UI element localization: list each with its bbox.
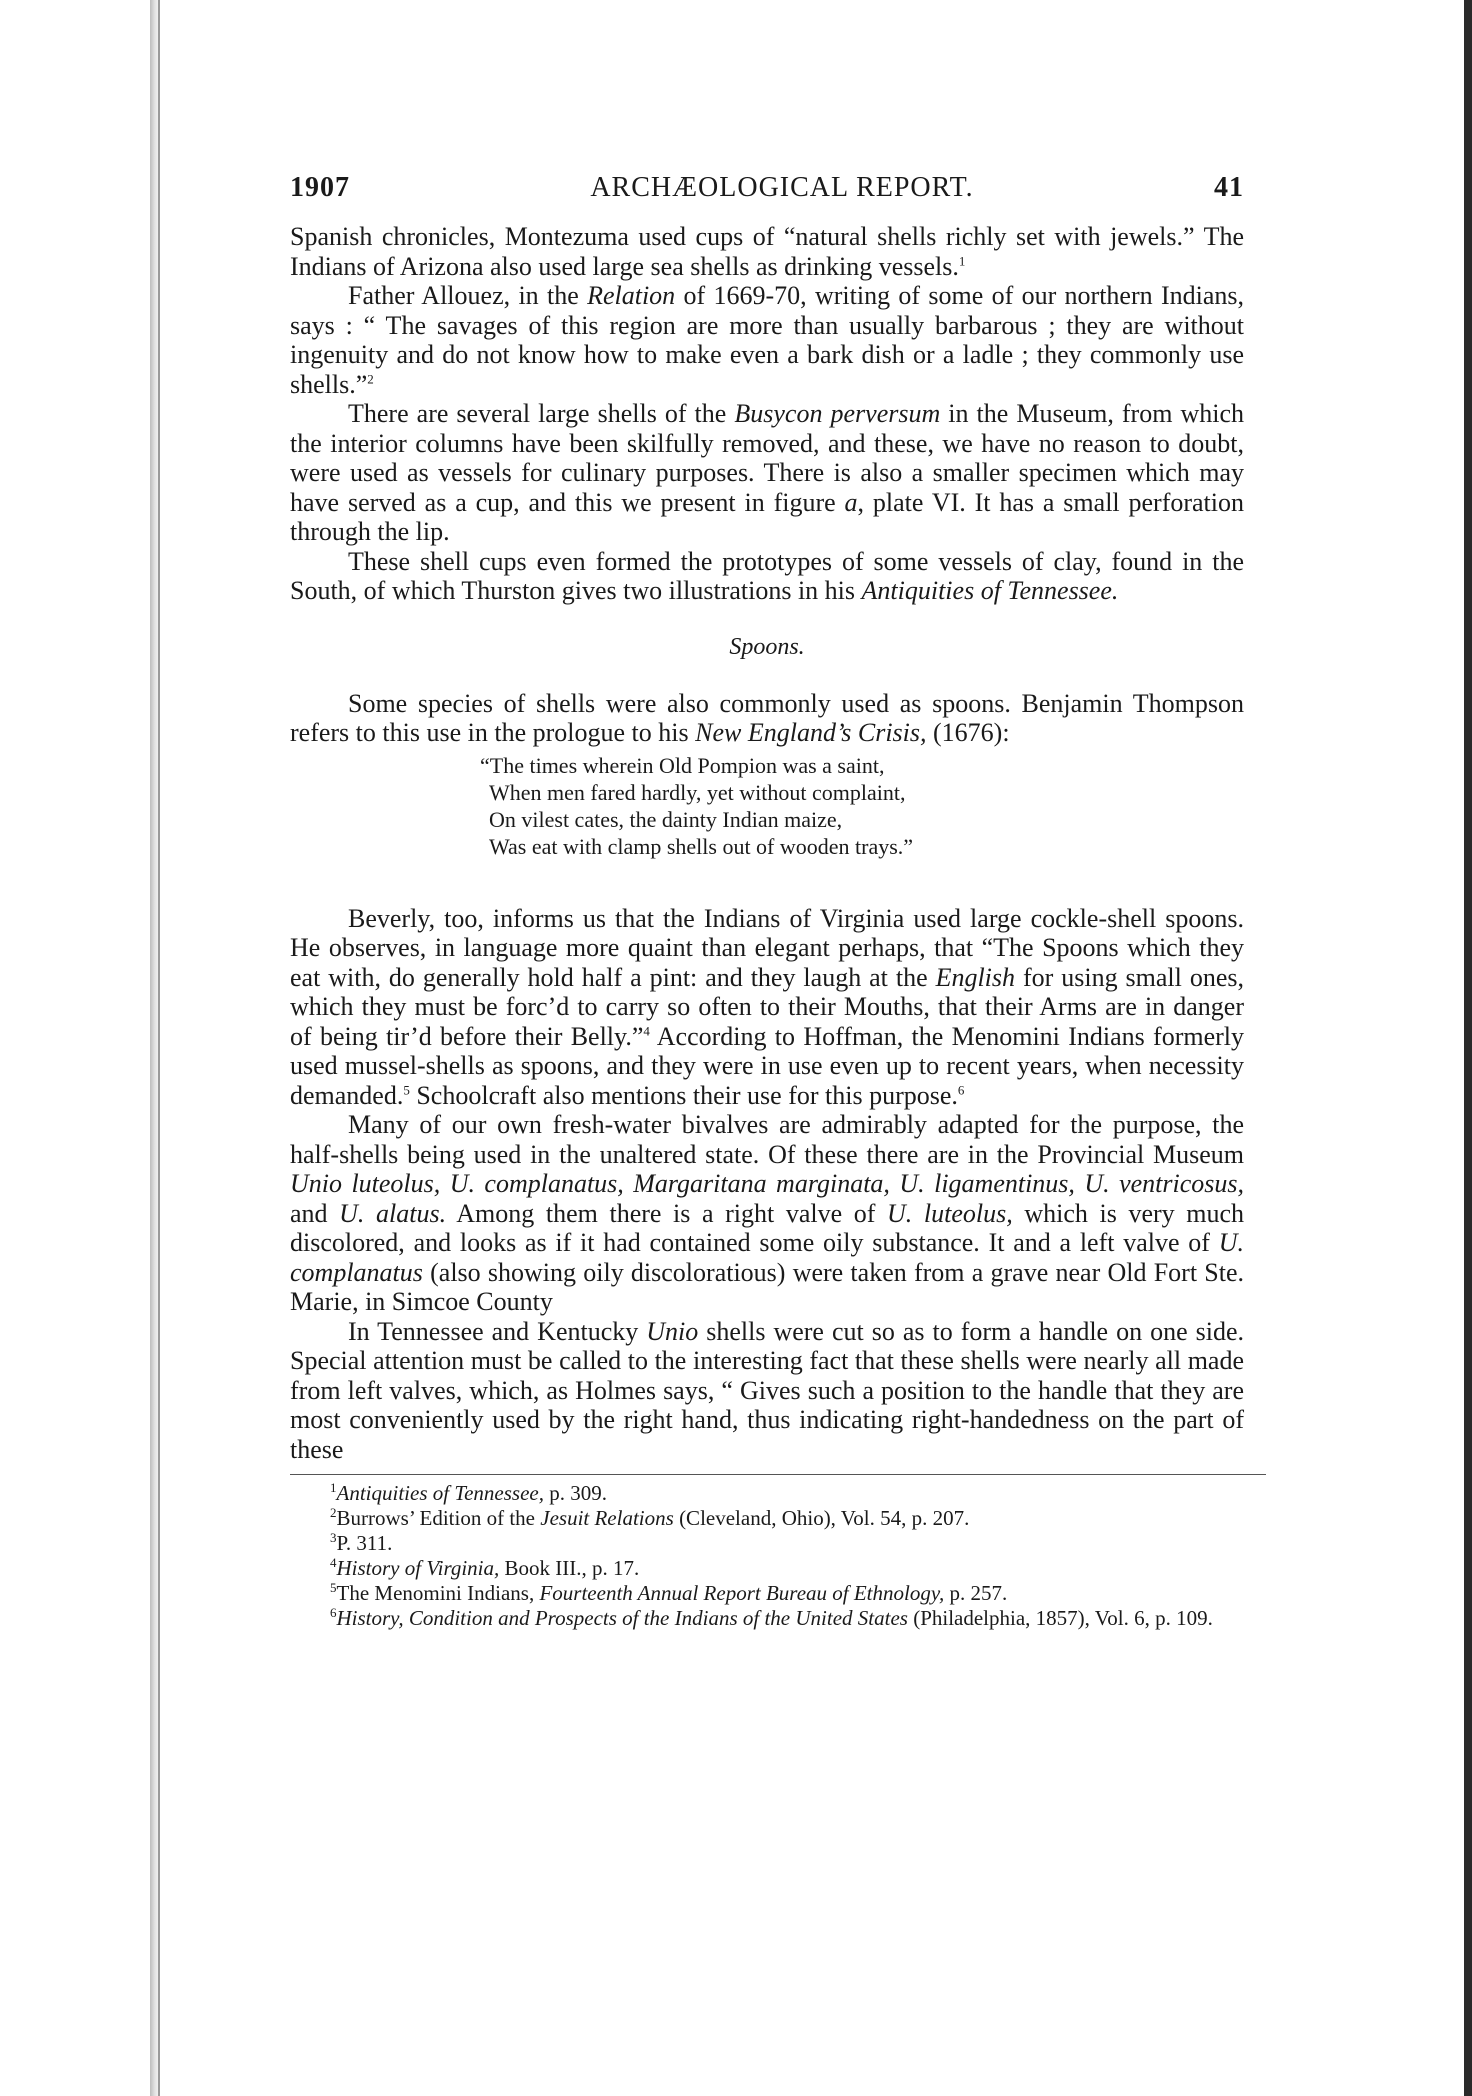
italic-text: U. complanatus [290, 1228, 1244, 1287]
text-run: Many of our own fresh-water bivalves are admirably adapted for the purpose, the half-shells being used in the unaltered state. Of these there are in the Provincial Museum [290, 1110, 1244, 1169]
text-run: and [290, 1198, 340, 1228]
book-page [290, 172, 1244, 1631]
body-text-part-1 [290, 222, 1244, 606]
header-title: ARCHÆOLOGICAL REPORT. [590, 172, 974, 203]
running-head [290, 172, 1244, 204]
text-run: in the Museum, from which the interior columns have been skilfully removed, and these, we have no reason to doubt, were used as vessels for culinary purposes. There is also a smaller specimen which may have served as a cup, and this we present in figure [290, 399, 1244, 517]
text-run: (Cleveland, Ohio), Vol. 54, p. 207. [673, 1506, 970, 1530]
italic-text: Unio luteolus, U. complanatus, Margaritana marginata, U. ligamentinus, U. ventricosus, [290, 1169, 1244, 1198]
italic-text: Antiquities of Tennessee, [336, 1481, 544, 1505]
text-run: Burrows’ Edition of the [336, 1506, 541, 1530]
italic-text: Relation [587, 281, 676, 310]
footnote-marker: 6 [330, 1605, 337, 1620]
footnote-marker: 3 [330, 1530, 337, 1545]
italic-text: Unio [646, 1316, 699, 1346]
text-run: The Menomini Indians, [336, 1581, 540, 1605]
footnote-marker: 4 [330, 1555, 337, 1570]
text-run: shells were cut so as to form a handle on one side. Special attention must be called to the interesting fact that these shells were nearly all made from left valves, which, as Holmes says, “ Gives such a position to the handle that they are most conveniently used by the right hand, thus indicating right-handedness on the part of these [290, 1316, 1244, 1464]
paragraph [290, 904, 1244, 1111]
text-run: According to Hoffman, the Menomini Indians formerly used mussel-shells as spoons, and they were in use even up to recent years, when necessity demanded. [290, 1021, 1245, 1110]
text-run: In Tennessee and Kentucky [348, 1316, 647, 1346]
text-run: (Philadelphia, 1857), Vol. 6, p. 109. [907, 1606, 1213, 1630]
text-run: for using small ones, which they must be forc’d to carry so often to their Mouths, that their Arms are in danger of being tir’d before their Belly.” [290, 962, 1244, 1051]
text-run: P. 311. [336, 1531, 393, 1555]
footnote [290, 1481, 1244, 1506]
italic-text: U. luteolus, [887, 1198, 1013, 1228]
footnote-marker: 2 [367, 370, 374, 386]
footnote [290, 1556, 1244, 1581]
text-run: p. 309. [543, 1481, 607, 1505]
italic-text: a [844, 487, 858, 517]
paragraph [290, 689, 1244, 748]
italic-text: U. alatus. [339, 1198, 447, 1228]
verse-line: On vilest cates, the dainty Indian maize, [489, 806, 843, 832]
text-run: There are several large shells of the [348, 399, 735, 428]
footnote-marker: 6 [957, 1081, 965, 1097]
header-year: 1907 [290, 172, 350, 203]
text-run: Book III., p. 17. [499, 1556, 640, 1580]
text-run: p. 257. [944, 1581, 1008, 1605]
footnote [290, 1531, 1244, 1556]
text-run: (also showing oily discoloratious) were taken from a grave near Old Fort Ste. Marie, in Simcoe County [290, 1257, 1244, 1316]
italic-text: Jesuit Relations [540, 1506, 674, 1530]
italic-text: History of Virginia, [336, 1556, 500, 1580]
italic-text: Busycon perversum [734, 399, 941, 428]
italic-text: History, Condition and Prospects of the Indians of the United States [336, 1606, 908, 1630]
footnote-marker: 1 [330, 1480, 337, 1495]
text-run: These shell cups even formed the prototypes of some vessels of clay, found in the South, of which Thurston gives two illustrations in his [290, 546, 1244, 605]
verse-quotation [480, 752, 1244, 860]
footnote-marker: 1 [958, 252, 966, 268]
text-run: Some species of shells were also commonly used as spoons. Benjamin Thompson refers to this use in the prologue to his [290, 688, 1244, 747]
text-run: of 1669-70, writing of some of our northern Indians, says : “ The savages of this region are more than usually barbarous ; they are without ingenuity and do not know how to make even a bark dish or a ladle ; they commonly use shells.” [290, 281, 1244, 399]
text-run: Schoolcraft also mentions their use for this purpose. [409, 1080, 958, 1110]
paragraph [290, 1317, 1244, 1465]
paragraph [290, 1110, 1244, 1317]
text-run: (1676): [926, 718, 1010, 747]
paragraph [290, 399, 1244, 547]
paragraph [290, 281, 1244, 399]
text-run: Beverly, too, informs us that the Indians of Virginia used large cockle-shell spoons. He observes, in language more quaint than elegant perhaps, that “The Spoons which they eat with, do generally hold half a pint: and they laugh at the [290, 903, 1244, 992]
text-run: which is very much discolored, and looks as if it had contained some oily substance. It and a left valve of [290, 1198, 1245, 1257]
text-run: Spanish chronicles, Montezuma used cups of “natural shells richly set with jewels.” The Indians of Arizona also used large sea shells as drinking vessels. [290, 222, 1244, 281]
text-run: , plate VI. It has a small perforation through the lip. [290, 487, 1245, 546]
footnotes [290, 1481, 1244, 1631]
footnote [290, 1506, 1244, 1531]
footnote [290, 1606, 1244, 1631]
footnote-marker: 5 [403, 1081, 410, 1097]
verse-line: “The times wherein Old Pompion was a saint, [480, 752, 885, 778]
verse-line: Was eat with clamp shells out of wooden trays.” [489, 833, 914, 859]
footnote-marker: 2 [330, 1505, 337, 1520]
italic-text: Fourteenth Annual Report Bureau of Ethnology, [539, 1581, 945, 1605]
italic-text: New England’s Crisis, [695, 718, 927, 747]
page-number: 41 [1214, 172, 1244, 203]
paragraph [290, 547, 1244, 606]
italic-text: English [935, 962, 1016, 992]
section-title: Spoons. [729, 633, 805, 660]
text-run: Among them there is a right valve of [446, 1198, 888, 1228]
footnote-marker: 4 [643, 1022, 650, 1038]
footnote-rule [290, 1474, 1266, 1475]
footnote-marker: 5 [330, 1580, 337, 1595]
italic-text: Antiquities of Tennessee. [861, 576, 1119, 605]
body-text-part-3 [290, 904, 1244, 1465]
paragraph [290, 222, 1244, 281]
footnote [290, 1581, 1244, 1606]
text-run: Father Allouez, in the [348, 281, 588, 310]
body-text-part-2 [290, 689, 1244, 748]
verse-line: When men fared hardly, yet without complaint, [489, 779, 906, 805]
page-gutter-line [158, 0, 160, 2096]
page-right-edge [1464, 0, 1472, 2096]
